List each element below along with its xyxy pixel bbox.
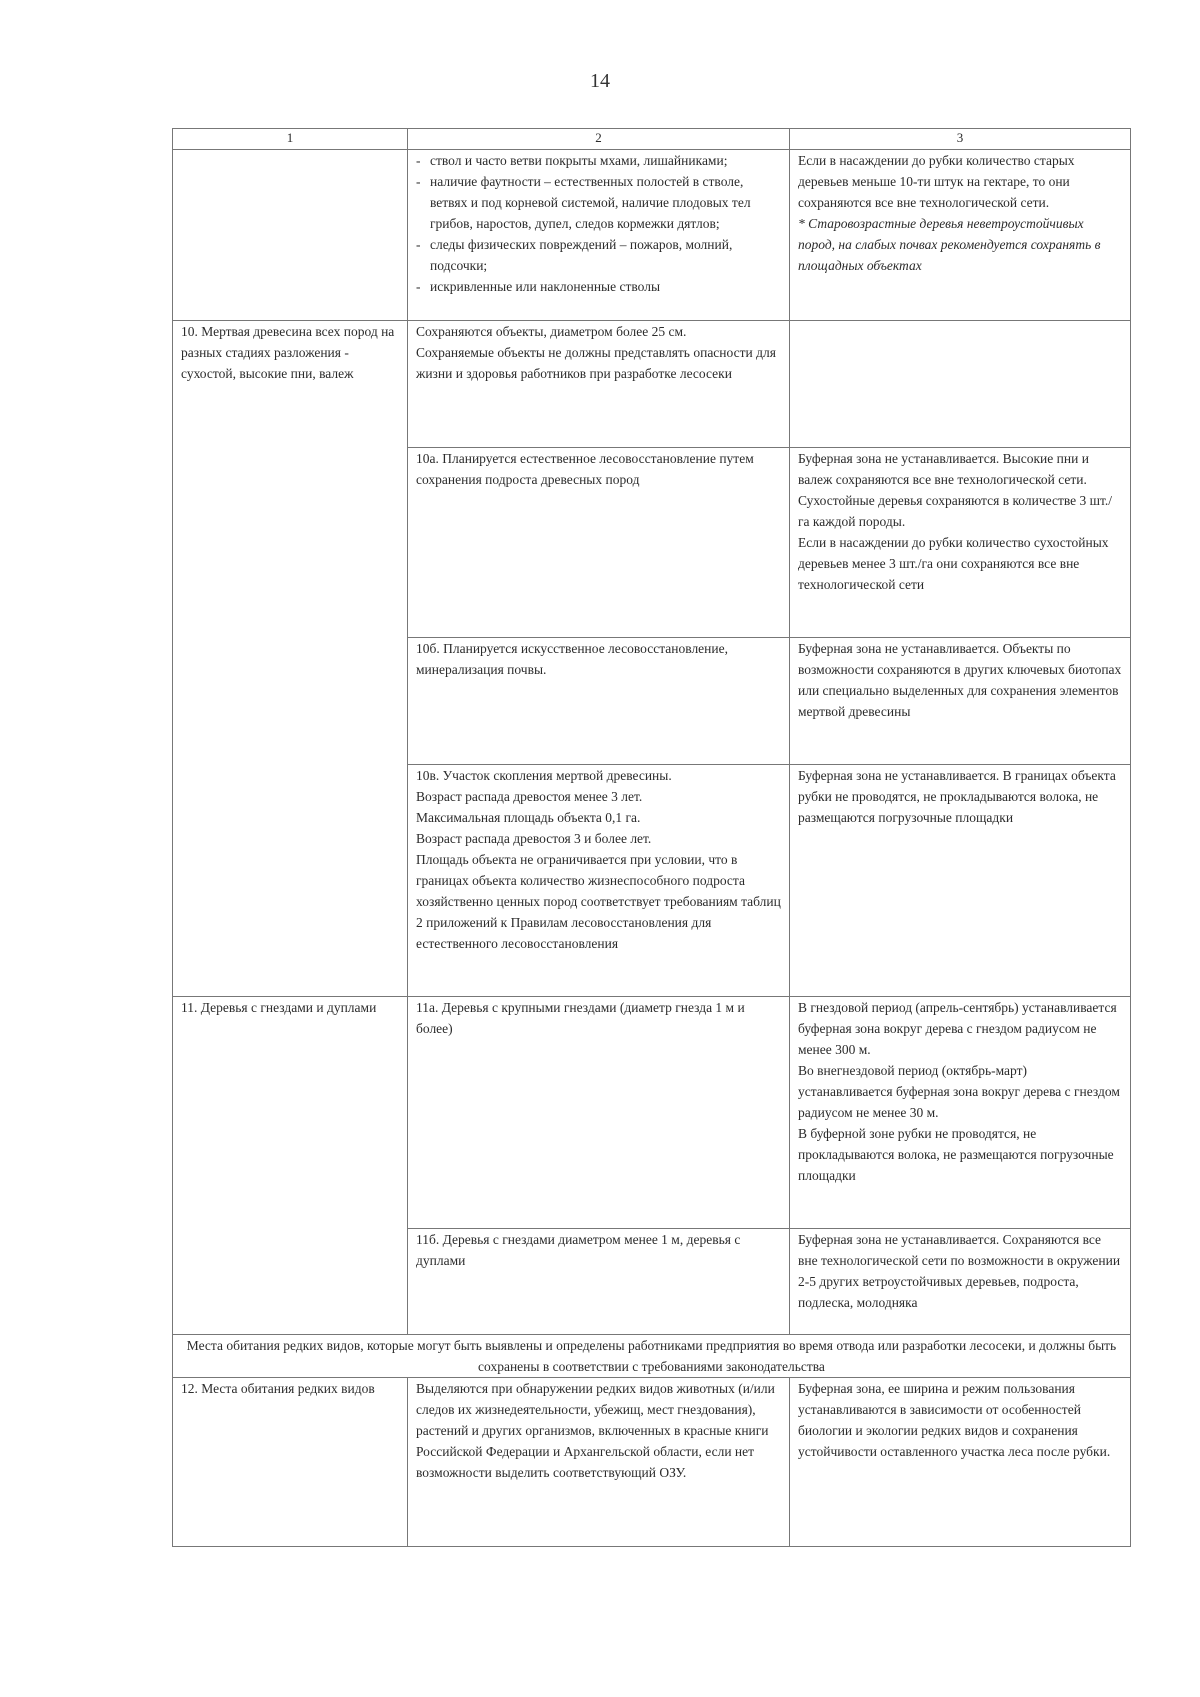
header-col-3: 3 (790, 129, 1131, 150)
row-10v-line-1: 10в. Участок скопления мертвой древесины. (416, 768, 672, 783)
row-11-title: 11. Деревья с гнездами и дуплами (173, 997, 408, 1335)
table-row (173, 1378, 1131, 1547)
section-heading: Места обитания редких видов, которые могут быть выявлены и определены работниками предприятия во время отвода или разработки лесосеки, и должны быть сохранены в соответствии с требованиями законодательства (173, 1335, 1131, 1378)
row-11a-measures (790, 997, 1131, 1229)
old-trees-note: * Старовозрастные деревья неветроустойчивых пород, на слабых почвах рекомендуется сохранять в площадных объектах (798, 216, 1101, 273)
list-item: - наличие фаутности – естественных полостей в стволе, ветвях и под корневой системой, наличие плодовых тел грибов, наростов, дупел, следов кормежки дятлов; (416, 171, 781, 234)
row-10v-measures: Буферная зона не устанавливается. В границах объекта рубки не проводятся, не прокладываются волока, не размещаются погрузочные площадки (790, 765, 1131, 997)
feature-list (416, 150, 781, 297)
row-10a-measure-1: Буферная зона не устанавливается. Высокие пни и валеж сохраняются все вне технологической сети. (798, 451, 1089, 487)
row-10v-description (408, 765, 790, 997)
row-10b-measures: Буферная зона не устанавливается. Объекты по возможности сохраняются в других ключевых биотопах или специально выделенных для сохранения элементов мертвой древесины (790, 638, 1131, 765)
section-row (173, 1335, 1131, 1378)
table-row (173, 150, 1131, 321)
row-11a-description: 11а. Деревья с крупными гнездами (диаметр гнезда 1 м и более) (408, 997, 790, 1229)
row-10a-description: 10а. Планируется естественное лесовосстановление путем сохранения подроста древесных пород (408, 448, 790, 638)
continuation-col-1 (173, 150, 408, 321)
row-11a-measure-3: В буферной зоне рубки не проводятся, не прокладываются волока, не размещаются погрузочные площадки (798, 1126, 1114, 1183)
row-11b-description: 11б. Деревья с гнездами диаметром менее 1 м, деревья с дуплами (408, 1229, 790, 1335)
table-header-row (173, 129, 1131, 150)
row-10-desc-part-2: Сохраняемые объекты не должны представлять опасности для жизни и здоровья работников при разработке лесосеки (416, 345, 776, 381)
table-row (173, 321, 1131, 448)
row-12-title: 12. Места обитания редких видов (173, 1378, 408, 1547)
header-col-1: 1 (173, 129, 408, 150)
list-item: - следы физических повреждений – пожаров, молний, подсочки; (416, 234, 781, 276)
row-10a-measures (790, 448, 1131, 638)
row-10a-measure-3: Если в насаждении до рубки количество сухостойных деревьев менее 3 шт./га они сохраняются все вне технологической сети (798, 535, 1109, 592)
row-11a-measure-1: В гнездовой период (апрель-сентябрь) устанавливается буферная зона вокруг дерева с гнездом радиусом не менее 300 м. (798, 1000, 1117, 1057)
row-10-measures (790, 321, 1131, 448)
row-10-desc-part-1: Сохраняются объекты, диаметром более 25 см. (416, 324, 687, 339)
row-10a-measure-2: Сухостойные деревья сохраняются в количестве 3 шт./га каждой породы. (798, 493, 1113, 529)
row-10v-line-5: Площадь объекта не ограничивается при условии, что в границах объекта количество жизнеспособного подроста хозяйственно ценных пород соответствует требованиям таблиц 2 приложений к Правилам лесовосстановления для естественного лесовосстановления (416, 852, 781, 951)
document-table (172, 128, 1131, 1547)
row-11b-measures: Буферная зона не устанавливается. Сохраняются все вне технологической сети по возможности в окружении 2-5 других ветроустойчивых деревьев, подроста, подлеска, молодняка (790, 1229, 1131, 1335)
row-12-description: Выделяются при обнаружении редких видов животных (и/или следов их жизнедеятельности, убежищ, мест гнездования), растений и других организмов, включенных в красные книги Российской Федерации и Архангельской области, если нет возможности выделить соответствующий ОЗУ. (408, 1378, 790, 1547)
row-10v-line-3: Максимальная площадь объекта 0,1 га. (416, 810, 641, 825)
row-10-description (408, 321, 790, 448)
continuation-col-2 (408, 150, 790, 321)
row-10v-line-2: Возраст распада древостоя менее 3 лет. (416, 789, 643, 804)
row-11a-measure-2: Во внегнездовой период (октябрь-март) устанавливается буферная зона вокруг дерева с гнездом радиусом не менее 30 м. (798, 1063, 1120, 1120)
row-10-title: 10. Мертвая древесина всех пород на разных стадиях разложения - сухостой, высокие пни, валеж (173, 321, 408, 997)
table-row (173, 997, 1131, 1229)
list-item: - ствол и часто ветви покрыты мхами, лишайниками; (416, 150, 781, 171)
old-trees-rule: Если в насаждении до рубки количество старых деревьев меньше 10-ти штук на гектаре, то они сохраняются все вне технологической сети. (798, 153, 1075, 210)
row-12-measures: Буферная зона, ее ширина и режим пользования устанавливаются в зависимости от особенностей биологии и экологии редких видов и сохранения устойчивости оставленного участка леса после рубки. (790, 1378, 1131, 1547)
page-number: 14 (590, 70, 610, 92)
row-10b-description: 10б. Планируется искусственное лесовосстановление, минерализация почвы. (408, 638, 790, 765)
header-col-2: 2 (408, 129, 790, 150)
continuation-col-3 (790, 150, 1131, 321)
list-item: - искривленные или наклоненные стволы (416, 276, 781, 297)
row-10v-line-4: Возраст распада древостоя 3 и более лет. (416, 831, 652, 846)
